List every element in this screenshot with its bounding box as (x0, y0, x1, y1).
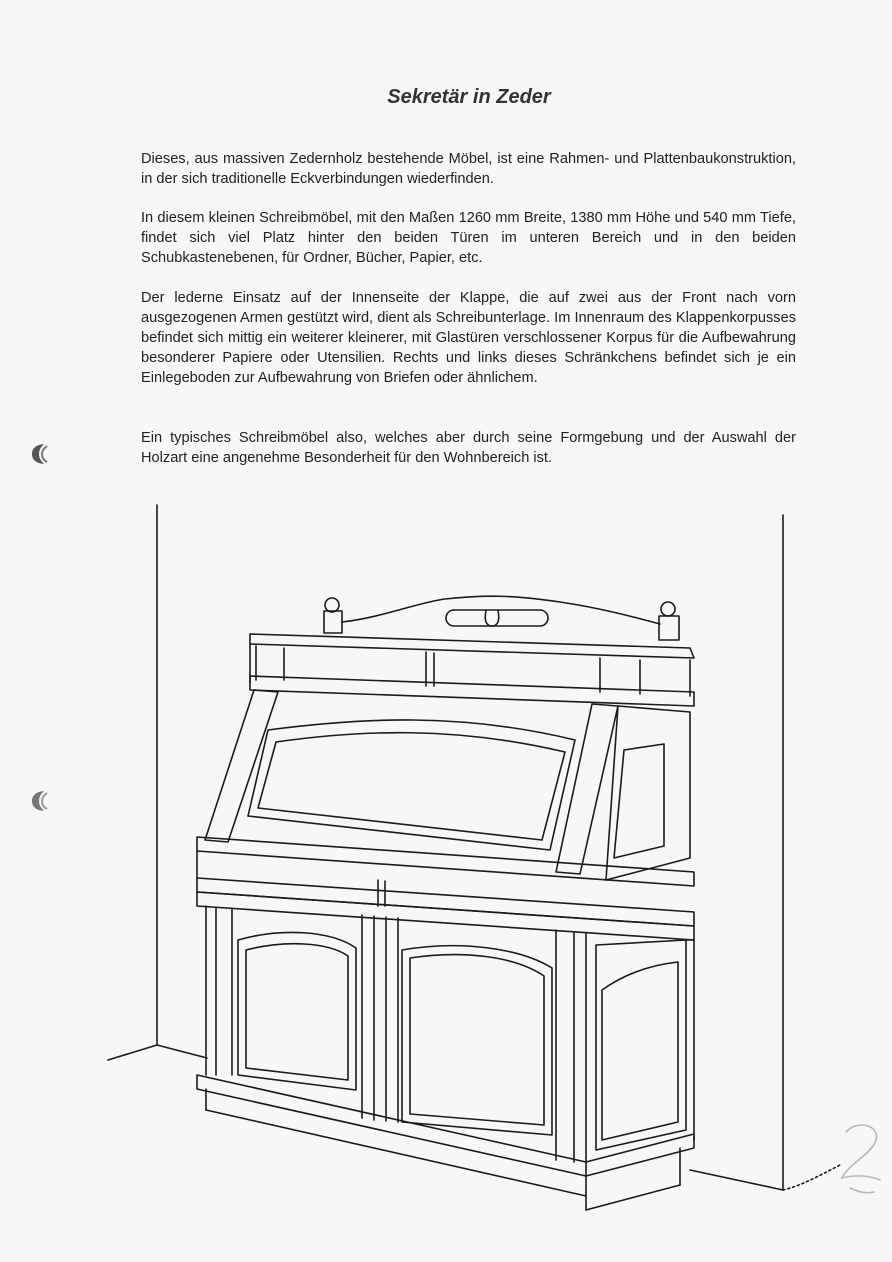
punch-hole-mark (28, 442, 50, 466)
top-crown (324, 596, 679, 640)
document-title: Sekretär in Zeder (387, 86, 551, 108)
paragraph-dimensions: In diesem kleinen Schreibmöbel, mit den Maßen 1260 mm Breite, 1380 mm Höhe und 540 mm Tiefe, findet sich viel Platz hinter den beiden Türen im unteren Bereich und in den beiden Schubkastenebenen, für Ordner, Bücher, Papier, etc. (141, 210, 796, 266)
plinth-base (197, 1075, 694, 1210)
paragraph-construction: Dieses, aus massiven Zedernholz bestehende Möbel, ist eine Rahmen- und Plattenbaukonstruktion, in der sich traditionelle Eckverbindungen wiederfinden. (141, 151, 796, 187)
lower-cabinet (206, 906, 694, 1162)
handwritten-page-number (828, 1118, 884, 1203)
desk-ledge (197, 837, 694, 940)
fall-front-panel (205, 690, 690, 880)
paragraph-summary: Ein typisches Schreibmöbel also, welches aber durch seine Formgebung und der Auswahl der Holzart eine angenehme Besonderheit für den Wohnbereich ist. (141, 430, 796, 466)
upper-cornice (250, 634, 694, 706)
paragraph-interior: Der lederne Einsatz auf der Innenseite der Klappe, die auf zwei aus der Front nach vorn ausgezogenen Armen gestützt wird, dient als Schreibunterlage. Im Innenraum des Klappenkorpusses befindet sich mittig ein weiterer kleinerer, mit Glastüren verschlossener Korpus für die Aufbewahrung besonderer Papiere oder Utensilien. Rechts und links dieses Schränkchens befindet sich je ein Einlegeboden zur Aufbewahrung von Briefen oder ähnlichem. (141, 290, 796, 386)
secretary-desk-drawing (0, 490, 892, 1220)
room-walls (108, 505, 840, 1190)
